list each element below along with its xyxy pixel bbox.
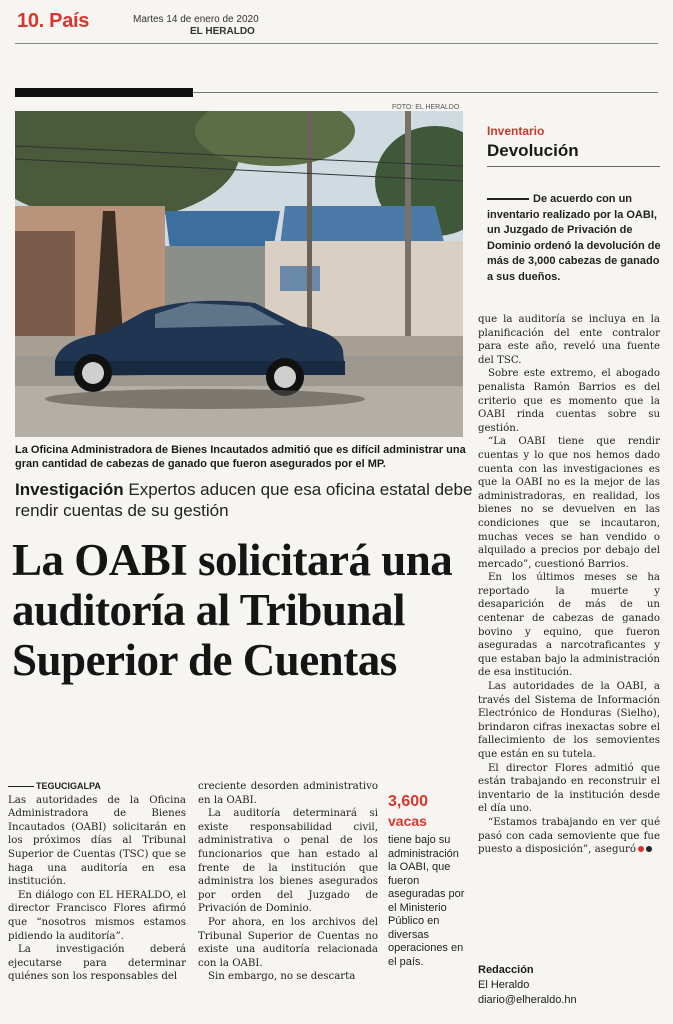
body-paragraph: En diálogo con EL HERALDO, el director Francisco Flores afirmó que “nosotros mismos estamos pidiendo la auditoría”. [8, 889, 186, 942]
article-deck [15, 479, 475, 521]
sidebar-text [487, 192, 662, 285]
body-paragraph: El director Flores admitió que están trabajando en reconstruir el inventario de la institución desde el día uno. [478, 762, 660, 815]
issue-date: Martes 14 de enero de 2020 [133, 14, 259, 25]
stat-text: tiene bajo su administración la OABI, que fueron aseguradas por el Ministerio Público en diversas operaciones en el país. [388, 834, 465, 968]
end-mark-icon [638, 846, 644, 852]
sidebar-title: Devolución [487, 141, 579, 160]
byline-name: Redacción [478, 964, 534, 976]
stat-number: 3,600 [388, 793, 429, 810]
stat-unit: vacas [388, 813, 427, 829]
byline-organization: El Heraldo [478, 979, 530, 991]
photo-credit: FOTO: EL HERALDO [392, 104, 460, 111]
deck-kicker: Investigación [15, 480, 124, 499]
body-paragraph: La investigación deberá ejecutarse para determinar quiénes son los responsables del [8, 944, 186, 983]
dateline: TEGUCIGALPA [8, 780, 186, 794]
end-mark-icon [646, 846, 652, 852]
body-paragraph: La auditoría determinará si existe responsabilidad civil, administrativa o penal de los funcionarios que han estado al frente de la institución que administra los bienes asegurados por orden del Juzgado de Privación de Dominio. [198, 808, 378, 915]
body-paragraph: “La OABI tiene que rendir cuentas y lo que nos hemos dado cuenta con las investigaciones es que la OABI no es la mejor de las administradoras, en realidad, los bienes no se devuelven en las condiciones que se incautaron, muchas veces se han vendido o alquilado a precios por debajo del mercado”, cuestionó Barrios. [478, 436, 660, 570]
article-photo [15, 111, 463, 437]
section-bar [15, 88, 193, 97]
newspaper-name: EL HERALDO [190, 26, 255, 37]
body-column-4 [478, 313, 660, 857]
body-paragraph-last [478, 816, 660, 857]
section-label: 10. País [17, 10, 90, 32]
deck-text: Expertos aducen que esa oficina estatal debe rendir cuentas de su gestión [15, 480, 473, 520]
body-column-2 [198, 780, 378, 984]
article-headline: La OABI solicitará una auditoría al Tribunal Superior de Cuentas [12, 535, 453, 685]
photo-car-street-illustration [15, 111, 463, 437]
sidebar-text-body: De acuerdo con un inventario realizado por la OABI, un Juzgado de Privación de Dominio ordenó la devolución de más de 3,000 cabezas de ganado a sus dueños. [487, 193, 661, 283]
sidebar-rule [487, 166, 660, 167]
sidebar-kicker: Inventario [487, 124, 545, 138]
body-column-1 [8, 780, 186, 984]
body-paragraph: creciente desorden administrativo en la OABI. [198, 781, 378, 806]
body-paragraph: que la auditoría se incluya en la planificación del ente contralor para este año, reveló una fuente del TSC. [478, 314, 660, 366]
body-paragraph-text: “Estamos trabajando en ver qué pasó con cada semoviente que fue puesto a disposición”, aseguró [478, 816, 660, 856]
header-rule [15, 43, 658, 44]
section-rule [193, 92, 658, 93]
body-paragraph: Sin embargo, no se descarta [208, 971, 356, 983]
body-paragraph: Sobre este extremo, el abogado penalista Ramón Barrios es del criterio que es momento que la OABI rinda cuentas sobre su gestión. [478, 368, 660, 434]
body-paragraph: Las autoridades de la OABI, a través del Sistema de Información Electrónico de Honduras (Sielho), brindaron cifras inexactas sobre el fallecimiento de los semovientes que están en su tutela. [478, 681, 660, 760]
byline-email: diario@elheraldo.hn [478, 994, 577, 1006]
body-paragraph: En los últimos meses se ha reportado la muerte y desaparición de más de un centenar de cabezas de ganado bovino y equino, que fueron aseguradas a narcotraficantes y que estaban bajo la administración de esa institución. [478, 572, 660, 679]
photo-caption: La Oficina Administradora de Bienes Incautados admitió que es difícil administrar una gran cantidad de cabezas de ganado que fueron asegurados por el MP. [15, 444, 466, 470]
body-paragraph: Las autoridades de la Oficina Administradora de Bienes Incautados (OABI) solicitarán en los próximos días al Tribunal Superior de Cuentas (TSC) que se haga una auditoría en esa institución. [8, 794, 186, 888]
body-paragraph: Por ahora, en los archivos del Tribunal Superior de Cuentas no existe una auditoría relacionada con la OABI. [198, 916, 378, 969]
